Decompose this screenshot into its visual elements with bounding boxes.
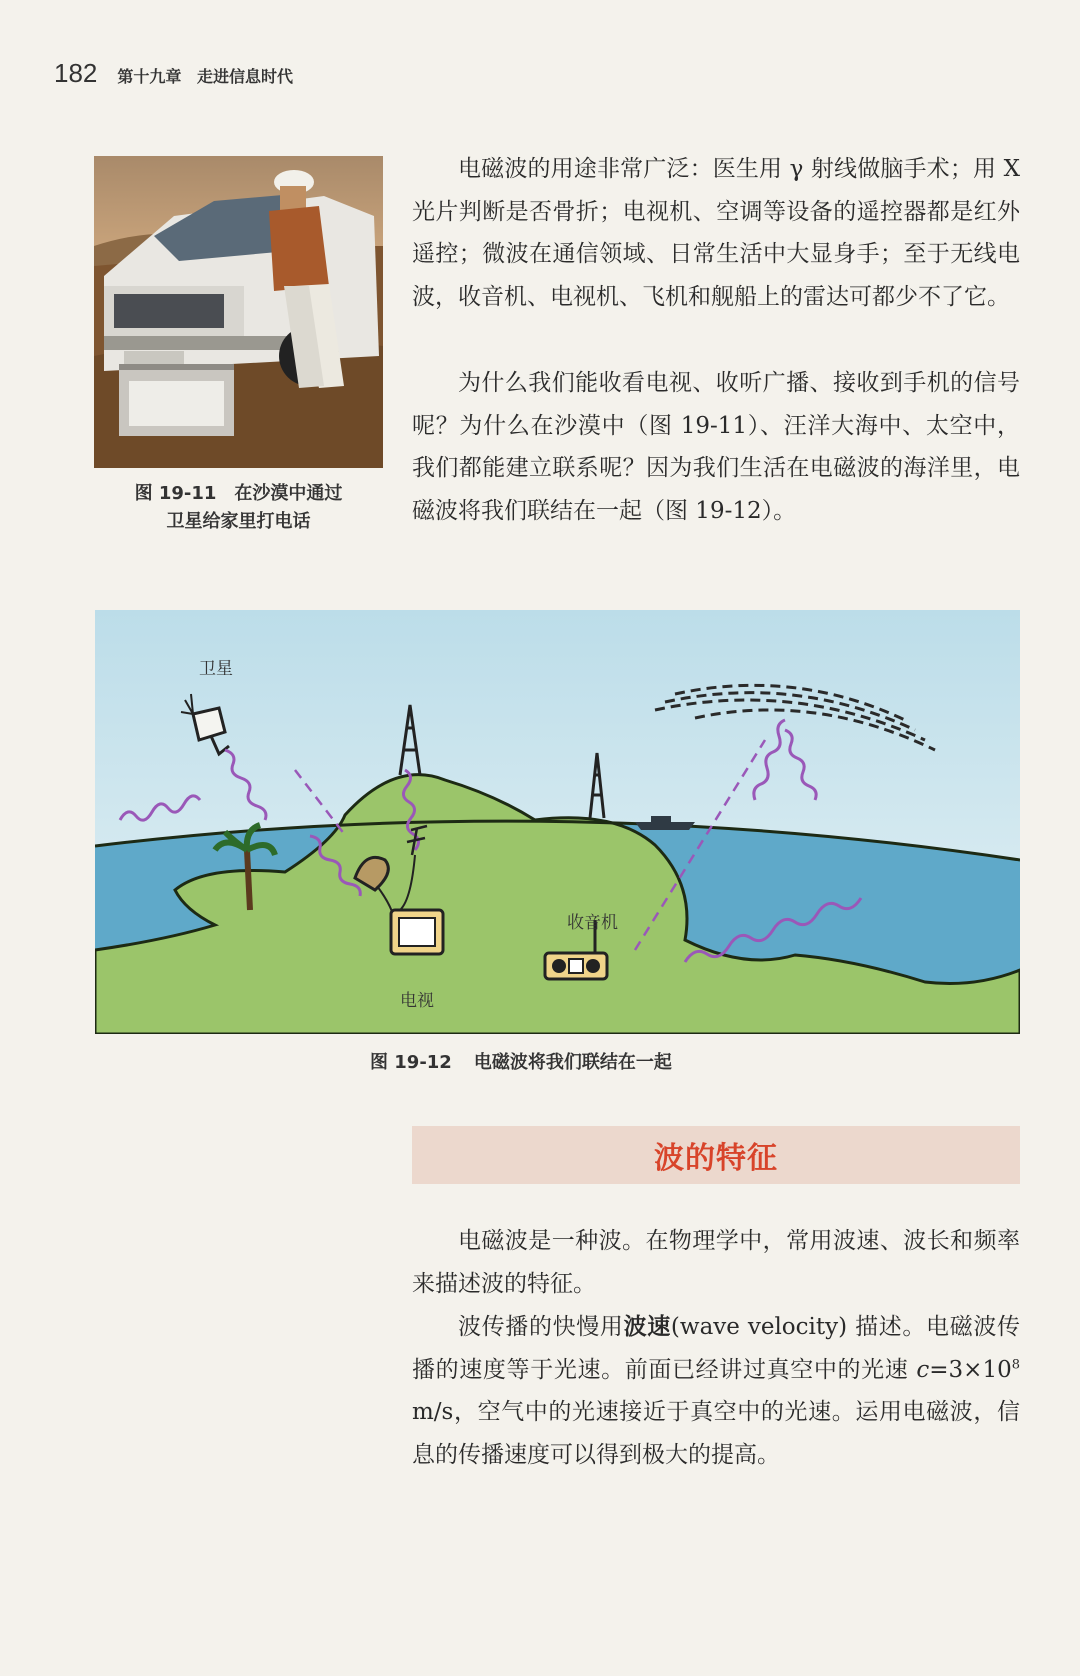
radio-label: 收音机 [567, 913, 618, 933]
paragraph-why: 为什么我们能收看电视、收听广播、接收到手机的信号呢？为什么在沙漠中（图 19-11）、汪洋大海中、太空中，我们都能建立联系呢？因为我们生活在电磁波的海洋里，电磁波将我们联结在一起（图 19-12）。 [412, 370, 1020, 524]
p4-text-1: 波传播的快慢用 [458, 1314, 624, 1340]
desert-satellite-phone-photo [94, 156, 383, 468]
page-header [54, 58, 293, 92]
speed-of-light-symbol: c [916, 1356, 930, 1383]
section-heading-bar [412, 1126, 1020, 1184]
figure-19-11-caption [94, 480, 383, 536]
television [391, 910, 443, 954]
figure-19-12-number: 图 19-12 [370, 1052, 452, 1073]
em-wave-illustration [95, 610, 1020, 1034]
satellite-label: 卫星 [199, 659, 233, 679]
figure-19-11-caption-text: 在沙漠中通过 [234, 483, 343, 504]
term-wave-velocity: 波速 [623, 1314, 671, 1340]
section-title: 波的特征 [654, 1141, 778, 1176]
tv-label: 电视 [400, 991, 434, 1011]
figure-19-11-caption-line1 [94, 480, 383, 508]
chapter-title: 第十九章 走进信息时代 [117, 67, 293, 86]
p4-text-2: (wave velocity) 描述。电磁波传播的速度等于光速。前面已经讲过真空中的光速 [412, 1314, 1021, 1383]
paragraph-uses: 电磁波的用途非常广泛：医生用 γ 射线做脑手术；用 X 光片判断是否骨折；电视机、空调等设备的遥控器都是红外遥控；微波在通信领域、日常生活中大显身手；至于无线电波，收音机、电视机、飞机和舰船上的雷达可都少不了它。 [412, 156, 1020, 310]
figure-19-11-number: 图 19-11 [134, 483, 217, 504]
paragraph-wave-characteristics: 电磁波是一种波。在物理学中，常用波速、波长和频率来描述波的特征。 [412, 1228, 1020, 1297]
page-number: 182 [54, 58, 98, 88]
figure-19-12-caption [370, 1048, 672, 1074]
figure-19-11-caption-line2: 卫星给家里打电话 [166, 511, 311, 532]
p4-equation: =3×10 [929, 1356, 1012, 1383]
paragraph-wave-velocity [412, 1306, 1020, 1476]
p4-text-3: m/s，空气中的光速接近于真空中的光速。运用电磁波，信息的传播速度可以得到极大的提高。 [412, 1399, 1020, 1468]
figure-19-12-caption-text: 电磁波将我们联结在一起 [473, 1052, 672, 1073]
p4-exponent: 8 [1011, 1356, 1020, 1372]
